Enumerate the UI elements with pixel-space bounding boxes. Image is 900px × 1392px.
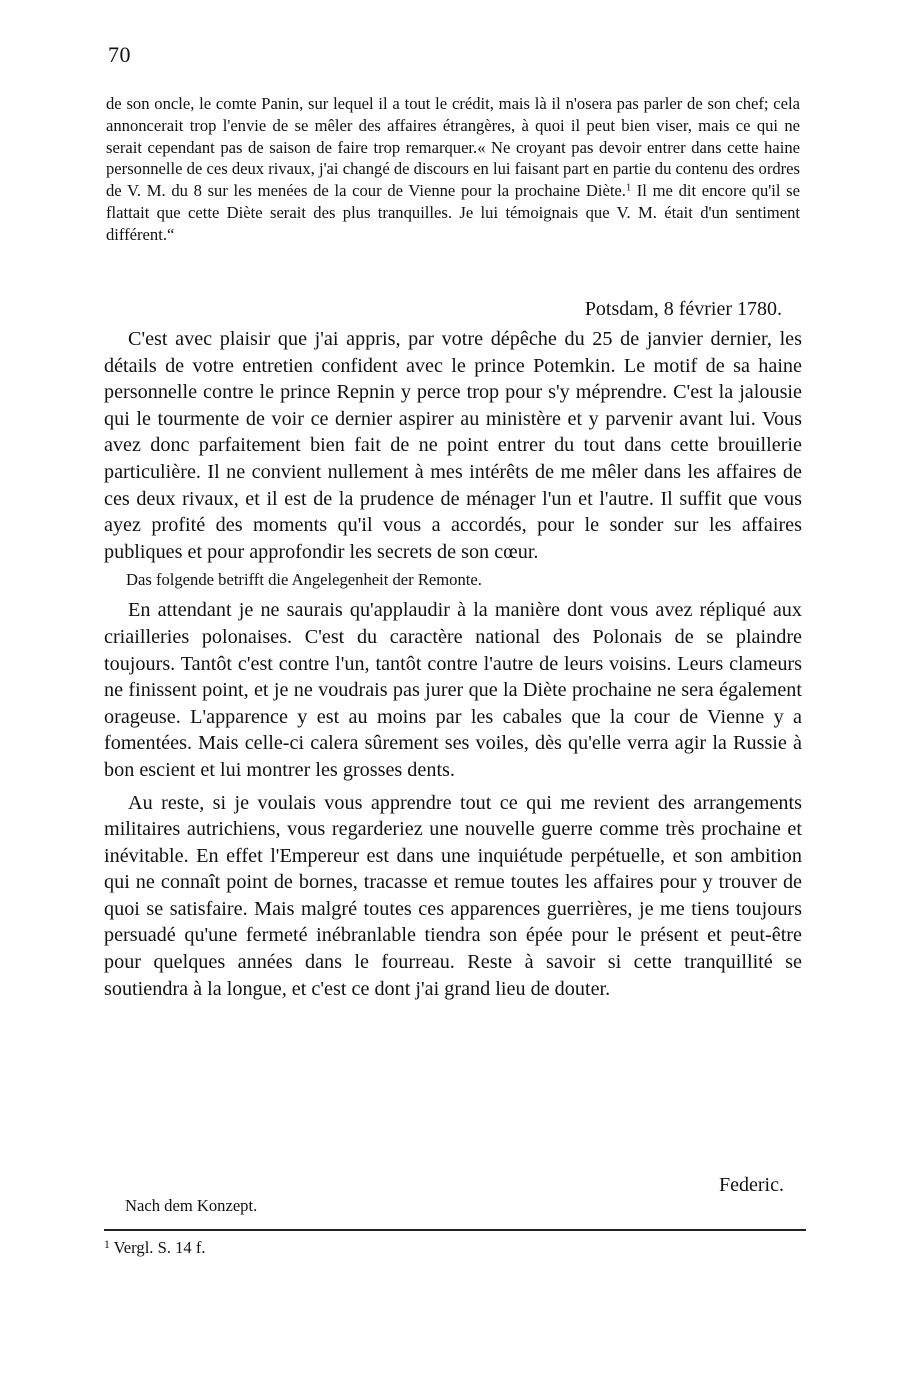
footnote	[104, 1238, 206, 1258]
quote-end: Il me dit encore qu'il se flattait que cette Diète serait des plus tranquilles. Je lui témoignais que V. M. était d'un sentiment différent.“	[106, 181, 800, 244]
quote-body: de son oncle, le comte Panin, sur lequel il a tout le crédit, mais là il n'osera pas parler de son chef; cela annoncerait trop l'envie de se mêler des affaires étrangères, à quoi il peut bien viser, mais ce qui ne serait cependant pas de saison de faire trop remarquer.« Ne croyant pas devoir entrer dans cette haine personnelle de ces deux rivaux, j'ai changé de discours en lui faisant part en partie du contenu des ordres de V. M. du 8 sur les menées de la cour de Vienne pour la prochaine Diète.	[106, 94, 800, 201]
signature: Federic.	[719, 1174, 784, 1196]
footnote-divider	[104, 1229, 806, 1231]
source-note: Nach dem Konzept.	[125, 1196, 258, 1215]
page-number: 70	[108, 42, 131, 67]
letter-body	[104, 326, 802, 1002]
paragraph-1: C'est avec plaisir que j'ai appris, par votre dépêche du 25 de janvier dernier, les détails de votre entretien confident avec le prince Potemkin. Le motif de sa haine personnelle contre le prince Repnin y perce trop pour s'y méprendre. C'est la jalousie qui le tourmente de voir ce dernier aspirer au ministère et y parvenir avant lui. Vous avez donc parfaitement bien fait de ne point entrer du tout dans cette brouillerie particulière. Il ne convient nullement à mes intérêts de me mêler dans les affaires de ces deux rivaux, et il est de la prudence de ménager l'un et l'autre. Il suffit que vous ayez profité des moments qu'il vous a accordés, pour le sonder sur les affaires publiques et pour approfondir les secrets de son cœur.	[104, 328, 802, 563]
footnote-text: Vergl. S. 14 f.	[109, 1238, 206, 1258]
letter-dateline: Potsdam, 8 février 1780.	[584, 298, 782, 320]
paragraph-2: En attendant je ne saurais qu'applaudir à la manière dont vous avez répliqué aux criailleries polonaises. C'est du caractère national des Polonais de se plaindre toujours. Tantôt c'est contre l'un, tantôt contre l'autre de leurs voisins. Leurs clameurs ne finissent point, et je ne voudrais pas jurer que la Diète prochaine ne sera également orageuse. L'apparence y est au moins par les cabales que la cour de Vienne y a fomentées. Mais celle-ci calera sûrement ses voiles, dès qu'elle verra agir la Russie à bon escient et lui montrer les grosses dents.	[104, 599, 802, 781]
editorial-note: Das folgende betrifft die Angelegenheit der Remonte.	[126, 570, 482, 590]
paragraph-3: Au reste, si je voulais vous apprendre tout ce qui me revient des arrangements militaires autrichiens, vous regarderiez une nouvelle guerre comme très prochaine et inévitable. En effet l'Empereur est dans une inquiétude perpétuelle, et son ambition qui ne connaît point de bornes, tracasse et remue toutes les affaires pour y trouver de quoi se satisfaire. Mais malgré toutes ces apparences guerrières, je me tiens toujours persuadé qu'une fermeté inébranlable tiendra son épée pour le présent et peut-être pour quelques années dans le fourreau. Reste à savoir si cette tranquillité se soutiendra à la longue, et c'est ce dont j'ai grand lieu de douter.	[104, 791, 802, 1000]
footnote-reference: 1	[625, 182, 632, 194]
footnote-mark: 1	[104, 1238, 110, 1251]
quoted-report-text	[106, 93, 800, 246]
